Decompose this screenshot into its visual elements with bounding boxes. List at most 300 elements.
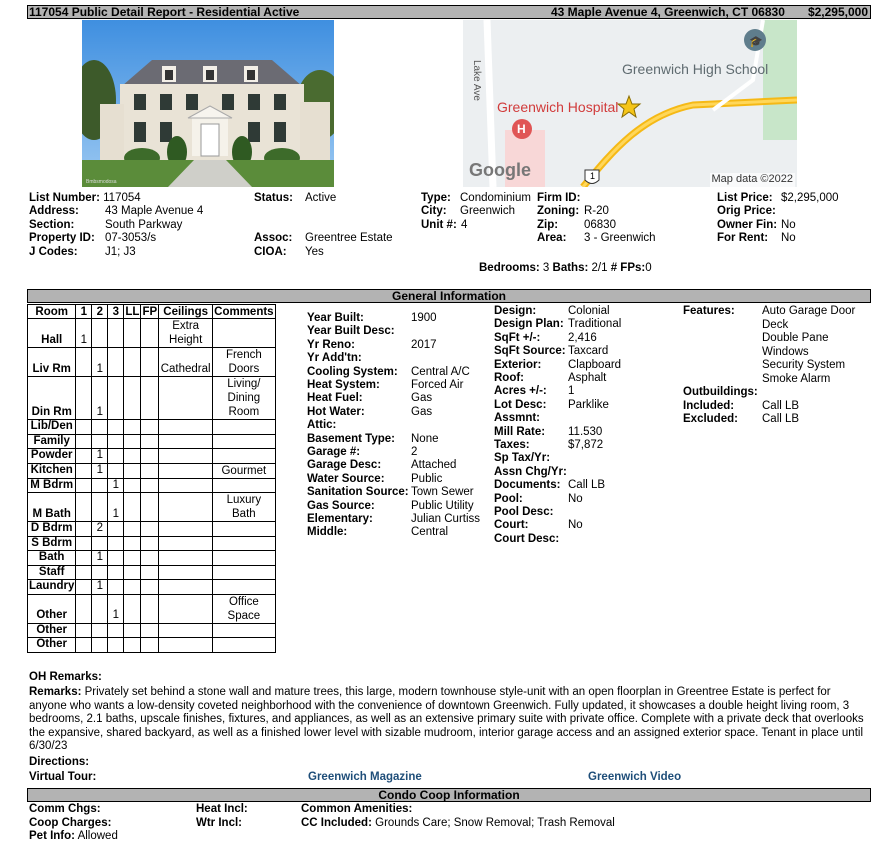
room-level-ll [124,420,141,435]
city-value: Greenwich [460,205,515,217]
location-map[interactable] [463,20,797,187]
detail-value: Central [411,526,449,539]
detail-label: Sp Tax/Yr: [494,452,551,465]
detail-value: 2017 [411,338,437,351]
room-level-l1 [76,434,92,449]
room-level-l2 [92,638,108,653]
room-level-l1 [76,522,92,537]
condo-coop-header [27,788,871,802]
detail-value: Gas [411,392,433,405]
room-level-l3 [108,580,124,595]
detail-value: Call LB [568,479,606,492]
room-level-fp [141,536,159,551]
greenwich-video-link[interactable]: Greenwich Video [588,771,682,783]
detail-row [307,499,474,514]
room-name: Kitchen [28,463,76,478]
col-level-3: 3 [108,305,124,319]
detail-row [307,325,395,339]
detail-label: Year Built Desc: [307,325,395,338]
area-value: 3 - Greenwich [584,232,656,244]
room-ceilings [159,638,213,653]
room-level-ll [124,449,141,464]
detail-row [307,513,481,527]
room-comments: French Doors [213,348,275,377]
cc-included-value: Grounds Care; Snow Removal; Trash Removal [375,817,615,829]
assoc-value: Greentree Estate [305,232,393,244]
excluded-value: Call LB [762,413,800,425]
detail-label: Design: [494,305,537,317]
detail-value: Forced Air [411,379,464,391]
zoning-label: Zoning: [537,205,580,217]
detail-value: 11.530 [568,425,603,438]
google-logo: Google [469,160,531,180]
room-level-l3 [108,449,124,464]
detail-row [494,452,550,466]
outbuildings-label: Outbuildings: [683,386,758,398]
detail-row [494,358,622,373]
detail-label: Garage #: [307,446,361,458]
cioa-label: CIOA: [254,246,287,258]
room-level-l3 [108,434,124,449]
room-ceilings [159,420,213,435]
room-level-l3 [108,565,124,580]
room-ceilings [159,493,213,522]
detail-label: Yr Reno: [307,338,355,351]
detail-label: Design Plan: [494,318,564,331]
rooms-body [28,319,276,653]
section-value: South Parkway [105,219,183,231]
detail-label: Basement Type: [307,432,395,445]
detail-label: Assn Chg/Yr: [494,465,567,478]
room-level-fp [141,638,159,653]
room-level-ll [124,623,141,638]
for-rent-label: For Rent: [717,232,769,244]
remarks-text: Privately set behind a stone wall and mature trees, this large, modern townhouse style-unit with an open floorplan in Greentree Estate is perfect for anyone who wants a low-density coveted neighborhood with the convenience of downtown Greenwich. Fully updated, it showcases a double height living room, 3 bedrooms, 2.1 baths, upscale finishes, fixtures, and appliances, as well as an extensive primary suite with private office. Complete with a private deck that overlooks the expansive, shared backyard, as well as a finished lower level with sizable mudroom, interior garage access and an assigned exterior space. Tenant in place until 6/30/23 [29,686,864,752]
map-attribution: Map data ©2022 [711,173,793,185]
room-level-ll [124,348,141,377]
status-value: Active [305,192,337,204]
rooms-table [27,304,276,653]
detail-label: Pool Desc: [494,506,554,518]
room-ceilings [159,565,213,580]
col-fp: FP [142,306,158,318]
cioa-value: Yes [305,246,324,258]
room-level-l3 [108,319,124,348]
list-price-value: $2,295,000 [781,192,839,204]
remarks-label: Remarks: [29,686,82,698]
detail-label: Gas Source: [307,499,375,512]
room-name: Family [28,434,76,449]
zip-label: Zip: [537,219,559,231]
detail-row [494,533,559,547]
detail-row [494,412,540,426]
room-level-l3 [108,536,124,551]
detail-label: Court: [494,519,529,532]
report-header [27,5,871,19]
detail-row [494,492,583,507]
assoc-label: Assoc: [254,232,293,244]
coop-charges-label: Coop Charges: [29,817,112,829]
room-level-fp [141,580,159,595]
room-ceilings [159,463,213,478]
detail-value: Taxcard [568,345,609,358]
feature-item: Windows [762,345,809,358]
detail-label: Heat System: [307,379,380,391]
unit-value: 4 [461,219,468,231]
detail-label: Elementary: [307,513,373,525]
detail-value: $7,872 [568,439,604,451]
room-ceilings [159,536,213,551]
room-row [28,463,276,478]
feature-item: Double Pane [762,332,829,344]
address-label: Address: [29,205,79,217]
status-label: Status: [254,192,293,204]
room-level-l2 [92,319,108,348]
room-level-fp [141,623,159,638]
col-level-1: 1 [76,305,92,319]
features-list [762,305,855,386]
detail-value: Town Sewer [411,486,474,499]
detail-label: SqFt +/-: [494,331,541,344]
detail-value: Public [411,472,443,485]
room-level-l1 [76,377,92,420]
hospital-icon: H [517,122,526,136]
room-ceilings [159,449,213,464]
room-name: M Bdrm [28,478,76,493]
included-value: Call LB [762,400,800,412]
bed-bath-line: Bedrooms: 3 Baths: 2/1 # FPs:0 [479,262,652,274]
detail-value: No [568,519,583,532]
comm-chgs-label: Comm Chgs: [29,803,101,815]
detail-value: No [568,492,583,505]
excluded-label: Excluded: [683,413,738,425]
room-row [28,623,276,638]
feature-item: Deck [762,318,789,331]
room-level-fp [141,478,159,493]
room-ceilings [159,377,213,420]
remarks-block [29,686,871,754]
map-hospital-label[interactable]: Greenwich Hospital [497,99,619,115]
detail-label: Hot Water: [307,405,365,418]
room-level-fp [141,565,159,580]
detail-row [494,519,583,533]
room-level-l1 [76,420,92,435]
j-codes-label: J Codes: [29,246,78,258]
room-level-l1 [76,478,92,493]
detail-row [307,446,418,460]
feature-item: Auto Garage Door [762,305,856,317]
detail-value: 2,416 [568,331,597,344]
room-comments [213,420,275,435]
room-comments [213,536,275,551]
detail-label: Year Built: [307,312,364,324]
room-level-l1 [76,623,92,638]
greenwich-magazine-link[interactable]: Greenwich Magazine [308,771,422,783]
room-level-ll [124,319,141,348]
room-level-ll [124,594,141,623]
detail-row [494,425,603,440]
detail-label: Yr Add'tn: [307,352,362,365]
j-codes-value: J1; J3 [105,246,136,258]
room-level-ll [124,522,141,537]
report-price: $2,295,000 [807,5,868,19]
general-info-header [27,289,871,303]
detail-label: Court Desc: [494,532,560,545]
room-level-ll [124,565,141,580]
detail-label: Middle: [307,526,348,539]
detail-value: Attached [411,459,457,472]
detail-value: Julian Curtiss [411,513,481,525]
type-label: Type: [421,192,451,204]
col-level-2: 2 [92,305,108,319]
room-level-l1 [76,493,92,522]
room-row [28,434,276,449]
col-room: Room [28,305,76,319]
room-level-l2 [92,434,108,449]
room-comments [213,478,275,493]
room-name: Powder [28,449,76,464]
detail-row [307,392,433,406]
room-level-l3 [108,522,124,537]
orig-price-label: Orig Price: [717,205,776,217]
room-level-fp [141,434,159,449]
map-street-label: Lake Ave [471,60,482,101]
room-level-l1 [76,536,92,551]
room-name: Other [28,638,76,653]
section-label: Section: [29,219,75,231]
detail-row [494,305,610,319]
detail-label: Assmnt: [494,412,541,425]
room-level-l2: 1 [92,551,108,566]
room-row [28,565,276,580]
city-label: City: [421,205,447,217]
room-level-fp [141,348,159,377]
feature-item: Smoke Alarm [762,372,831,385]
zoning-value: R-20 [584,205,609,217]
detail-value: Central A/C [411,365,470,378]
oh-remarks-label: OH Remarks: [29,671,102,683]
room-level-l1 [76,551,92,566]
detail-row [494,479,606,493]
pet-info-value: Allowed [77,830,118,842]
room-level-l3: 1 [108,478,124,493]
room-row [28,348,276,377]
report-title: 117054 Public Detail Report - Residential Active [29,5,300,19]
room-level-l1 [76,580,92,595]
room-row [28,522,276,537]
room-name: Lib/Den [28,420,76,435]
room-level-l2 [92,420,108,435]
owner-fin-value: No [781,219,796,231]
included-label: Included: [683,400,735,412]
col-ceilings: Ceilings [159,305,213,319]
room-level-l2 [92,623,108,638]
virtual-tour-label: Virtual Tour: [29,771,97,783]
detail-value: 1900 [411,312,437,324]
room-level-fp [141,594,159,623]
heat-incl-label: Heat Incl: [196,803,248,815]
map-school-label[interactable]: Greenwich High School [622,61,769,77]
room-level-l3 [108,638,124,653]
room-comments [213,434,275,449]
col-comments: Comments [214,306,274,318]
room-level-l3: 1 [108,594,124,623]
detail-value: Gas [411,405,433,418]
room-name: D Bdrm [28,522,76,537]
detail-row [494,345,609,359]
room-row [28,638,276,653]
detail-value: Public Utility [411,499,474,512]
room-ceilings [159,522,213,537]
detail-row [494,466,567,480]
room-level-fp [141,493,159,522]
room-name: Liv Rm [28,348,76,377]
detail-label: Lot Desc: [494,398,547,411]
common-amenities-label: Common Amenities: [301,803,413,815]
room-level-l1 [76,348,92,377]
room-level-l2 [92,536,108,551]
detail-value: Asphalt [568,372,607,384]
room-row [28,478,276,493]
room-ceilings [159,580,213,595]
room-level-l1 [76,449,92,464]
photo-watermark: Bmbsmodosa [86,179,117,185]
room-name: Staff [28,565,76,580]
room-level-l3 [108,377,124,420]
room-comments [213,449,275,464]
zip-value: 06830 [584,219,616,231]
detail-label: Documents: [494,479,561,492]
room-row [28,493,276,522]
room-level-l2: 1 [92,580,108,595]
room-level-ll [124,638,141,653]
detail-label: SqFt Source: [494,345,566,358]
detail-label: Water Source: [307,472,385,485]
room-row [28,551,276,566]
detail-row [307,352,362,366]
detail-label: Mill Rate: [494,425,546,438]
detail-row [307,432,439,447]
detail-label: Taxes: [494,439,530,451]
baths-value: 2/1 [591,262,608,274]
room-name: M Bath [28,493,76,522]
room-level-l2 [92,565,108,580]
room-row [28,580,276,595]
room-level-fp [141,377,159,420]
detail-label: Pool: [494,492,523,505]
room-level-l3 [108,348,124,377]
room-ceilings: Cathedral [159,348,213,377]
detail-value: Parklike [568,398,609,411]
detail-value: 2 [411,446,418,458]
list-number: 117054 [103,192,141,204]
detail-row [494,318,622,332]
detail-label: Heat Fuel: [307,392,363,405]
room-level-ll [124,551,141,566]
room-level-fp [141,463,159,478]
pet-info-row: Pet Info: Allowed [29,830,118,842]
room-comments [213,623,275,638]
detail-row [494,372,607,386]
room-level-fp [141,319,159,348]
room-level-l3 [108,623,124,638]
room-level-l3 [108,463,124,478]
features-label: Features: [683,305,735,317]
detail-row [307,486,474,500]
room-level-fp [141,420,159,435]
room-comments: Luxury Bath [213,493,275,522]
col-ll: LL [125,306,140,318]
route-shield-icon: 1 [590,171,596,181]
wtr-incl-label: Wtr Incl: [196,817,242,829]
room-row [28,594,276,623]
detail-row [307,365,470,380]
room-level-ll [124,478,141,493]
property-photo [82,20,334,187]
detail-value: None [411,432,439,445]
general-info-title: General Information [391,289,507,303]
room-comments [213,522,275,537]
room-comments: Living/ Dining Room [213,377,275,420]
room-level-l3 [108,551,124,566]
detail-row [307,472,443,487]
for-rent-value: No [781,232,796,244]
detail-row [307,405,433,420]
room-comments [213,580,275,595]
detail-label: Roof: [494,372,525,384]
detail-row [307,419,336,433]
room-comments [213,551,275,566]
property-id-label: Property ID: [29,232,95,244]
detail-label: Sanitation Source: [307,486,409,499]
room-level-ll [124,493,141,522]
room-name: Other [28,594,76,623]
room-ceilings [159,434,213,449]
room-ceilings [159,551,213,566]
room-name: Bath [28,551,76,566]
room-level-fp [141,449,159,464]
room-name: Laundry [29,580,75,592]
detail-row [494,506,553,520]
list-number-row: List Number: 117054 [29,192,141,204]
detail-row [307,459,457,473]
room-level-ll [124,434,141,449]
detail-value: Clapboard [568,358,622,371]
detail-row [494,385,575,399]
room-level-ll [124,377,141,420]
detail-row [494,398,609,413]
rooms-header-row [28,305,276,319]
detail-value: Traditional [568,318,622,331]
detail-row [494,331,597,346]
room-row [28,449,276,464]
room-level-ll [124,580,141,595]
room-comments [213,319,275,348]
area-label: Area: [537,232,567,244]
room-level-l2: 1 [92,463,108,478]
firm-id-label: Firm ID: [537,192,581,204]
detail-row [494,439,604,453]
detail-label: Acres +/-: [494,385,547,398]
room-name: Other [28,623,76,638]
list-price-label: List Price: [717,192,773,204]
fps-value: 0 [645,262,652,274]
room-comments [213,565,275,580]
room-level-l2 [92,478,108,493]
room-level-l2: 1 [92,377,108,420]
room-row [28,377,276,420]
bedrooms-value: 3 [542,262,550,274]
